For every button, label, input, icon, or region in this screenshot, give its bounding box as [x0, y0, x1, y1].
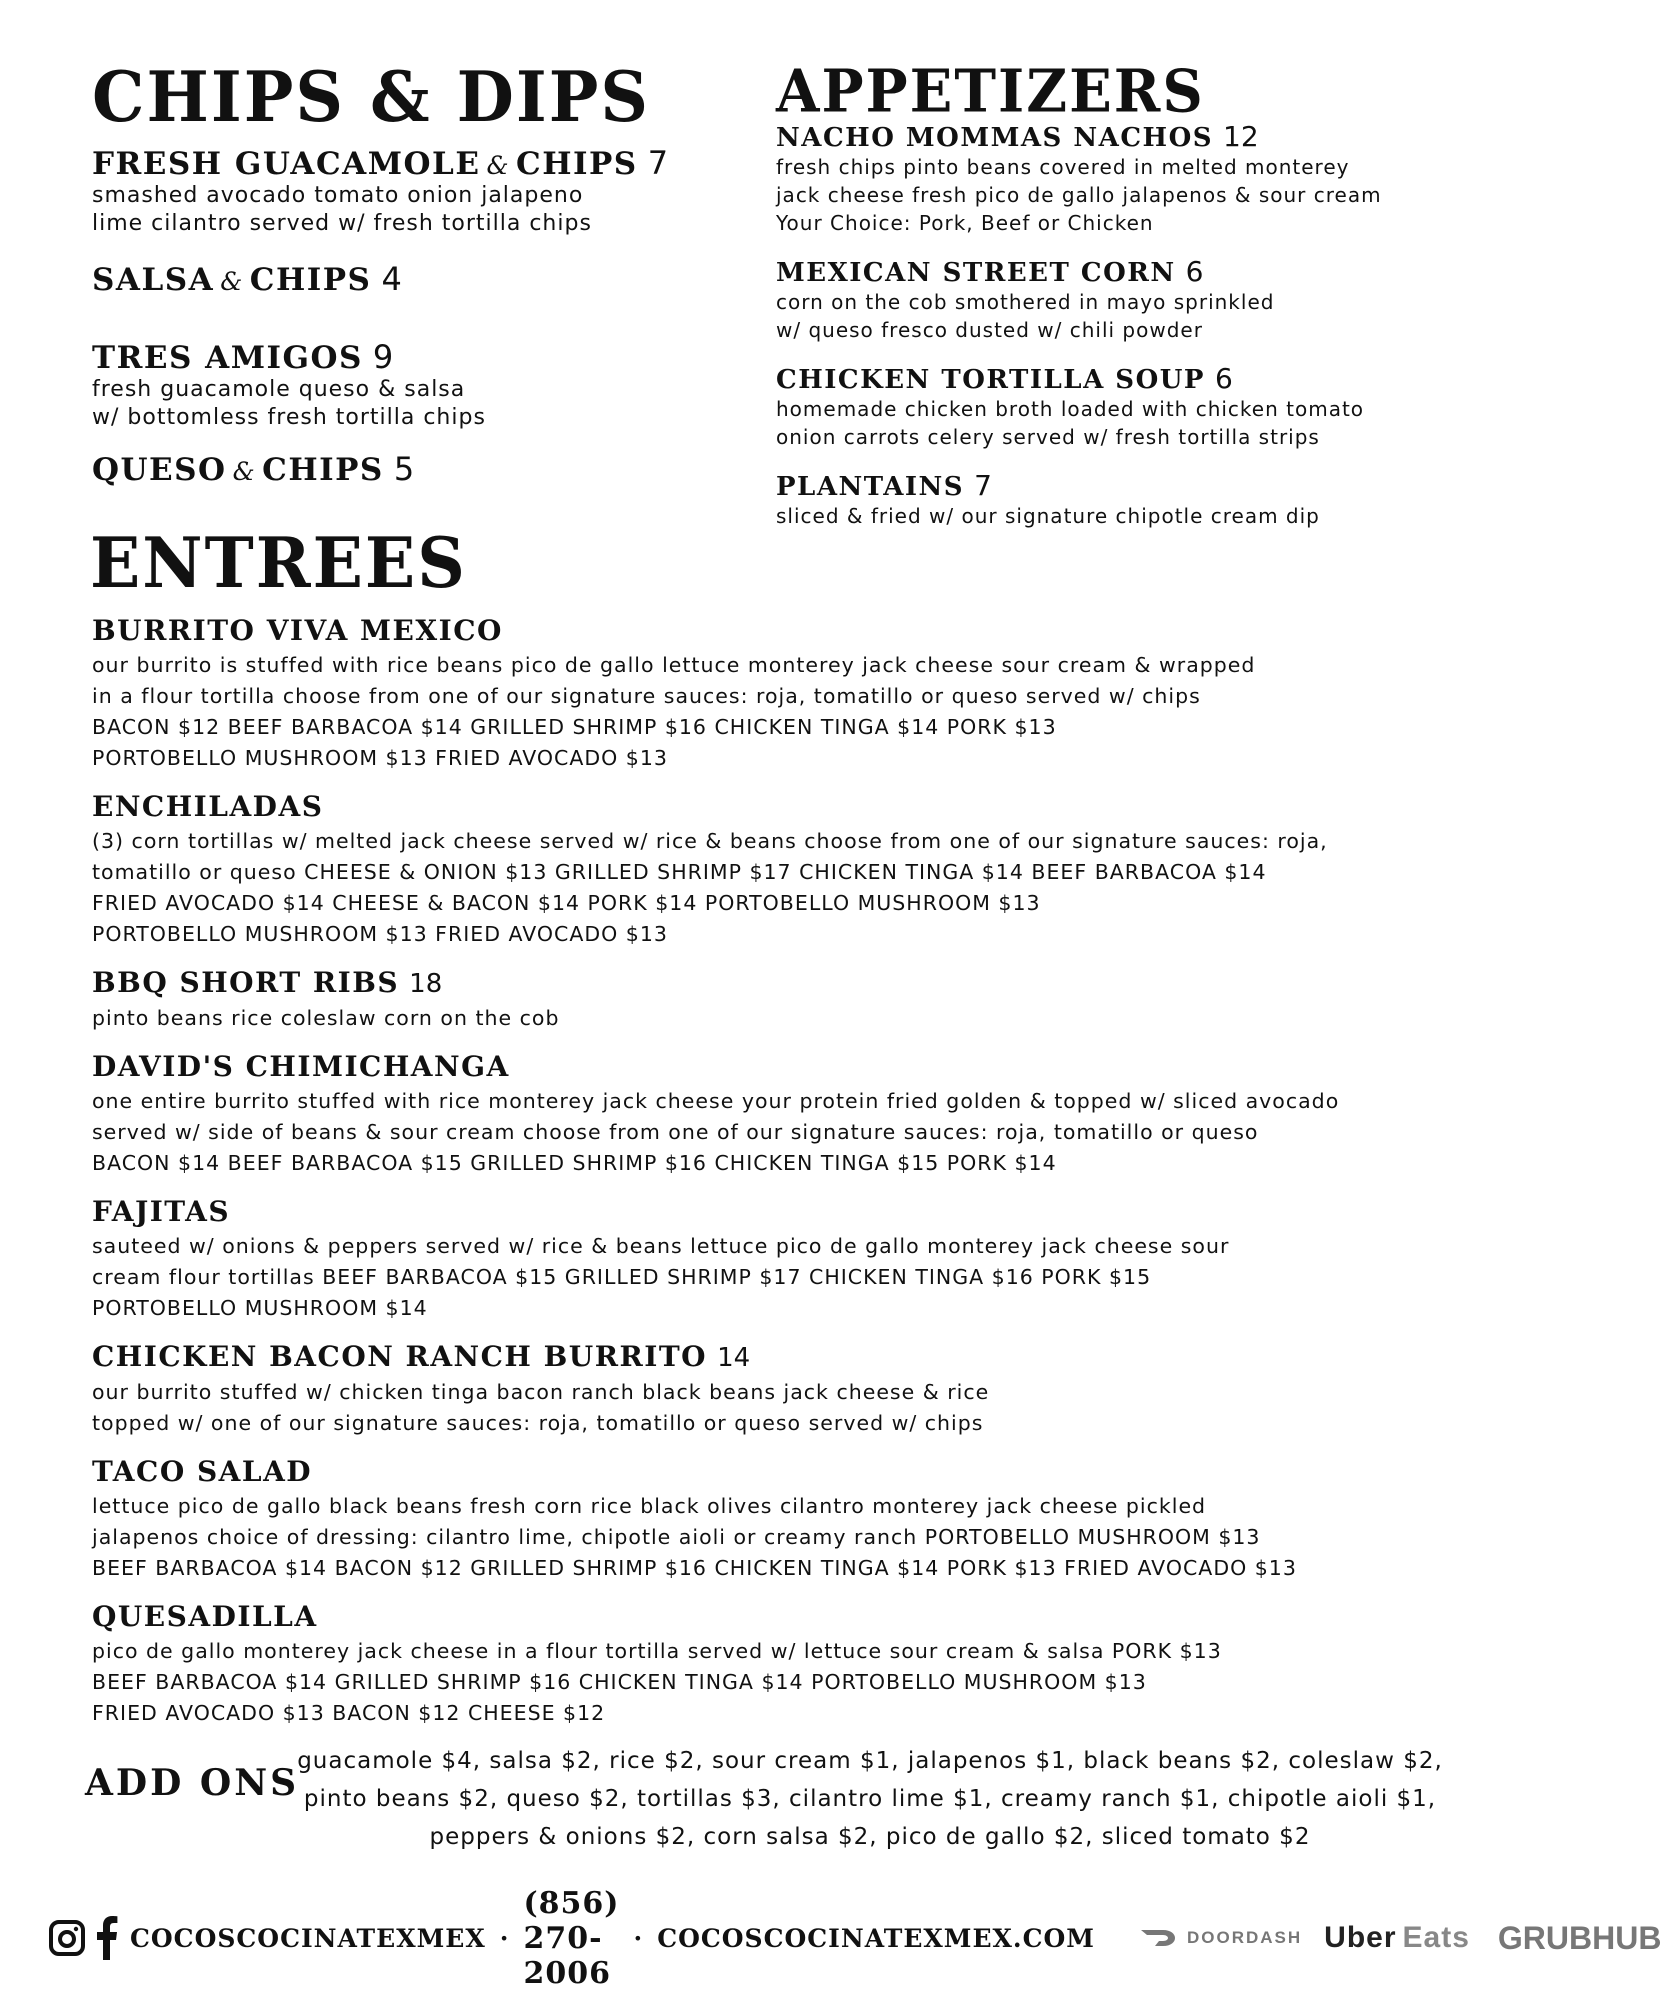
item-name — [92, 1453, 1512, 1491]
ampersand: & — [220, 267, 244, 296]
item-description: PORTOBELLO MUSHROOM $13 FRIED AVOCADO $13 — [92, 746, 668, 770]
item-description: lime cilantro served w/ fresh tortilla chips — [92, 211, 592, 236]
item-description: cream flour tortillas BEEF BARBACOA $15 GRILLED SHRIMP $17 CHICKEN TINGA $16 PORK $15 — [92, 1265, 1152, 1289]
facebook-icon[interactable] — [94, 1916, 120, 1960]
menu-item — [92, 338, 732, 432]
phone-number[interactable]: (856) 270-2006 — [523, 1885, 620, 1991]
item-name-main: PLANTAINS — [776, 472, 965, 502]
chips-dips-section — [92, 55, 732, 488]
item-price: 6 — [1214, 362, 1233, 395]
menu-item — [776, 362, 1496, 451]
item-description: our burrito stuffed w/ chicken tinga bacon ranch black beans jack cheese & rice — [92, 1380, 990, 1404]
item-name-main: TRES AMIGOS — [92, 340, 363, 376]
item-name-rest: CHIPS — [516, 146, 638, 182]
item-description: w/ queso fresco dusted w/ chili powder — [776, 318, 1203, 342]
doordash-icon — [1139, 1927, 1179, 1949]
item-name — [92, 450, 732, 488]
item-description: lettuce pico de gallo black beans fresh corn rice black olives cilantro monterey jack cheese pickled — [92, 1494, 1207, 1518]
item-description: jack cheese fresh pico de gallo jalapenos & sour cream — [776, 183, 1382, 207]
item-name-main: CHICKEN TORTILLA SOUP — [776, 365, 1205, 395]
item-description: corn on the cob smothered in mayo sprinkled — [776, 290, 1275, 314]
item-description: BACON $12 BEEF BARBACOA $14 GRILLED SHRIMP $16 CHICKEN TINGA $14 PORK $13 — [92, 715, 1057, 739]
menu-item — [92, 450, 732, 488]
item-name — [92, 1338, 1512, 1377]
item-name — [776, 362, 1496, 395]
item-name-main: FRESH GUACAMOLE — [92, 146, 481, 182]
item-name-main: BURRITO VIVA MEXICO — [92, 614, 503, 647]
item-description: homemade chicken broth loaded with chicken tomato — [776, 397, 1365, 421]
item-description: pinto beans rice coleslaw corn on the cob — [92, 1006, 560, 1030]
separator: · — [499, 1923, 510, 1953]
item-description: (3) corn tortillas w/ melted jack cheese served w/ rice & beans choose from one of our signature sauces: roja, — [92, 829, 1328, 853]
item-price: 7 — [974, 469, 992, 502]
item-description: onion carrots celery served w/ fresh tortilla strips — [776, 425, 1320, 449]
menu-item — [776, 255, 1496, 344]
grubhub-logo[interactable]: GRUBHUB — [1497, 1919, 1661, 1956]
menu-item — [92, 788, 1512, 950]
item-name-main: FAJITAS — [92, 1195, 231, 1228]
menu-item — [92, 1453, 1512, 1584]
item-description: FRIED AVOCADO $14 CHEESE & BACON $14 PORK $14 PORTOBELLO MUSHROOM $13 — [92, 891, 1041, 915]
item-description: pico de gallo monterey jack cheese in a flour tortilla served w/ lettuce sour cream & salsa PORK $13 — [92, 1639, 1222, 1663]
item-name — [92, 964, 1512, 1003]
menu-item — [92, 1598, 1512, 1729]
item-description: smashed avocado tomato onion jalapeno — [92, 183, 584, 208]
appetizers-section — [776, 56, 1496, 530]
item-description: sliced & fried w/ our signature chipotle cream dip — [776, 504, 1320, 528]
add-ons-title: ADD ONS — [85, 1762, 300, 1804]
item-description: jalapenos choice of dressing: cilantro lime, chipotle aioli or creamy ranch PORTOBELLO MUSHROOM $13 — [92, 1525, 1261, 1549]
item-price: 5 — [393, 450, 415, 488]
item-description: fresh guacamole queso & salsa — [92, 377, 466, 402]
item-description: PORTOBELLO MUSHROOM $13 FRIED AVOCADO $13 — [92, 922, 668, 946]
item-description: served w/ side of beans & sour cream choose from one of our signature sauces: roja, tomatillo or queso — [92, 1120, 1259, 1144]
menu-item — [92, 964, 1512, 1034]
item-name — [776, 255, 1496, 288]
item-description: in a flour tortilla choose from one of our signature sauces: roja, tomatillo or queso served w/ chips — [92, 684, 1201, 708]
item-name — [776, 469, 1496, 502]
item-description: FRIED AVOCADO $13 BACON $12 CHEESE $12 — [92, 1701, 606, 1725]
item-name — [92, 1193, 1512, 1231]
add-ons-line: peppers & onions $2, corn salsa $2, pico de gallo $2, sliced tomato $2 — [429, 1824, 1311, 1850]
item-name — [92, 260, 732, 298]
doordash-logo[interactable]: DOORDASH — [1139, 1927, 1302, 1949]
item-description: topped w/ one of our signature sauces: roja, tomatillo or queso served w/ chips — [92, 1411, 984, 1435]
entrees-title-wrap — [90, 521, 467, 604]
section-title-appetizers: APPETIZERS — [776, 56, 1205, 127]
item-price: 12 — [1223, 120, 1259, 153]
item-name-main: BBQ SHORT RIBS — [92, 966, 400, 999]
add-ons-line: guacamole $4, salsa $2, rice $2, sour cream $1, jalapenos $1, black beans $2, coleslaw $2, — [297, 1748, 1443, 1774]
section-title-entrees: ENTREES — [90, 521, 467, 604]
item-description: w/ bottomless fresh tortilla chips — [92, 405, 486, 430]
menu-item — [92, 1048, 1512, 1179]
item-description: BACON $14 BEEF BARBACOA $15 GRILLED SHRIMP $16 CHICKEN TINGA $15 PORK $14 — [92, 1151, 1057, 1175]
menu-item — [92, 1338, 1512, 1439]
item-name-main: QUESO — [92, 452, 227, 488]
website-link[interactable]: COCOSCOCINATEXMEX.COM — [657, 1923, 1095, 1953]
item-name-main: NACHO MOMMAS NACHOS — [776, 123, 1214, 153]
menu-item — [92, 612, 1512, 774]
item-price: 4 — [381, 260, 402, 298]
add-ons-list — [270, 1742, 1470, 1856]
menu-item — [92, 1193, 1512, 1324]
item-name — [92, 338, 732, 376]
item-name-main: ENCHILADAS — [92, 790, 324, 823]
item-price: 18 — [409, 969, 443, 999]
item-description: tomatillo or queso CHEESE & ONION $13 GRILLED SHRIMP $17 CHICKEN TINGA $14 BEEF BARBACOA $14 — [92, 860, 1267, 884]
item-price: 7 — [647, 144, 669, 182]
ampersand: & — [232, 457, 257, 486]
item-description: BEEF BARBACOA $14 GRILLED SHRIMP $16 CHICKEN TINGA $14 PORTOBELLO MUSHROOM $13 — [92, 1670, 1147, 1694]
separator: · — [633, 1923, 644, 1953]
item-name-rest: CHIPS — [262, 452, 384, 488]
item-name — [92, 612, 1512, 650]
add-ons-line: pinto beans $2, queso $2, tortillas $3, cilantro lime $1, creamy ranch $1, chipotle aioli $1, — [303, 1786, 1437, 1812]
item-description: Your Choice: Pork, Beef or Chicken — [776, 211, 1154, 235]
item-name-rest: CHIPS — [249, 262, 372, 298]
entrees-list — [92, 612, 1512, 1743]
item-price: 9 — [372, 338, 394, 376]
item-description: one entire burrito stuffed with rice monterey jack cheese your protein fried golden & topped w/ sliced avocado — [92, 1089, 1340, 1113]
menu-item — [776, 469, 1496, 530]
item-name-main: CHICKEN BACON RANCH BURRITO — [92, 1340, 708, 1373]
item-price: 14 — [717, 1343, 751, 1373]
footer — [48, 1885, 1661, 1991]
item-description: PORTOBELLO MUSHROOM $14 — [92, 1296, 428, 1320]
item-description: fresh chips pinto beans covered in melted monterey — [776, 155, 1350, 179]
section-title-chips-dips: CHIPS & DIPS — [92, 55, 650, 138]
item-description: sauteed w/ onions & peppers served w/ rice & beans lettuce pico de gallo monterey jack cheese sour — [92, 1234, 1230, 1258]
item-name-main: TACO SALAD — [92, 1455, 313, 1488]
ampersand: & — [486, 151, 511, 180]
item-name-main: SALSA — [92, 262, 215, 298]
item-description: our burrito is stuffed with rice beans pico de gallo lettuce monterey jack cheese sour cream & wrapped — [92, 653, 1256, 677]
item-name — [92, 1598, 1512, 1636]
item-description: BEEF BARBACOA $14 BACON $12 GRILLED SHRIMP $16 CHICKEN TINGA $14 PORK $13 FRIED AVOCADO $13 — [92, 1556, 1297, 1580]
item-name — [92, 1048, 1512, 1086]
ubereats-logo[interactable]: Uber Eats — [1324, 1921, 1470, 1954]
item-name-main: DAVID'S CHIMICHANGA — [92, 1050, 510, 1083]
menu-item — [92, 144, 732, 238]
item-name — [92, 788, 1512, 826]
menu-item — [776, 120, 1496, 237]
instagram-icon[interactable] — [48, 1919, 86, 1957]
social-handle[interactable]: COCOSCOCINATEXMEX — [130, 1923, 486, 1953]
item-price: 6 — [1185, 255, 1204, 288]
item-name — [92, 144, 732, 182]
menu-item — [92, 260, 732, 298]
item-name-main: QUESADILLA — [92, 1600, 318, 1633]
item-name-main: MEXICAN STREET CORN — [776, 258, 1176, 288]
